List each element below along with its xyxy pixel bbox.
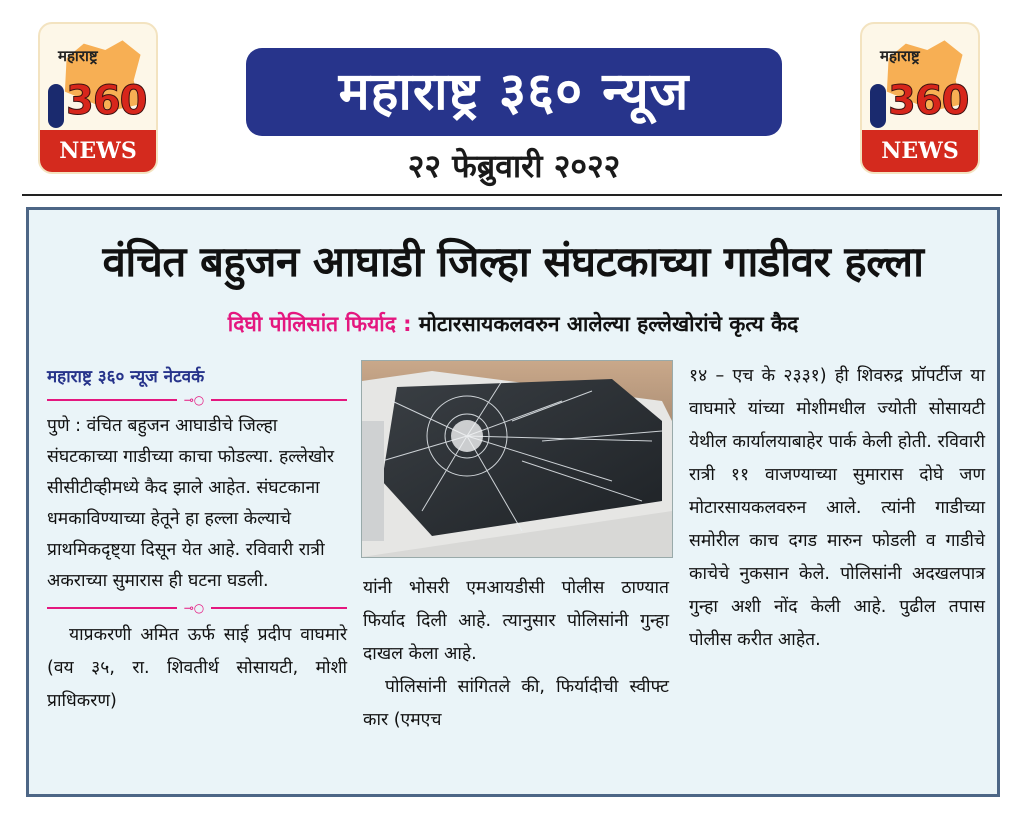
article-body-1: याप्रकरणी अमित ऊर्फ साई प्रदीप वाघमारे (वय ३५, रा. शिवतीर्थ सोसायटी, मोशी प्राधिकरण) (47, 625, 347, 711)
logo-text: महाराष्ट्र (880, 47, 920, 65)
logo-right (860, 22, 980, 174)
masthead-title: महाराष्ट्र ३६० न्यूज (246, 48, 782, 136)
masthead-rule (22, 194, 1002, 196)
logo-left (38, 22, 158, 174)
broken-windshield-image (362, 361, 672, 557)
logo-number: 360 (66, 78, 147, 124)
microphone-icon (870, 84, 886, 128)
byline: महाराष्ट्र ३६० न्यूज नेटवर्क (47, 367, 205, 387)
issue-date: २२ फेब्रुवारी २०२२ (407, 147, 621, 185)
article-box (26, 207, 1000, 797)
logo-text: महाराष्ट्र (58, 47, 98, 65)
subhead-text: मोटारसायकलवरुन आलेल्या हल्लेखोरांचे कृत्य कैद (411, 312, 799, 336)
logo-news: NEWS (862, 130, 978, 172)
article-body-4: १४ – एच के २३३१) ही शिवरुद्र प्रॉपर्टीज या वाघमारे यांच्या मोशीमधील ज्योती सोसायटी येथील कार्यालयाबाहेर पार्क केली होती. रविवारी रात्री ११ वाजण्याच्या सुमारास दोघे जण मोटारसायकलवरुन आले. त्यांनी गाडीच्या समोरील काच दगड मारुन फोडली व गाडीचे काचेचे नुकसान केले. पोलिसांनी अदखलपात्र गुन्हा अशी नोंद केली आहे. पुढील तपास पोलीस करीत आहेत. (689, 366, 985, 650)
divider (47, 393, 347, 407)
article-headline: वंचित बहुजन आघाडी जिल्हा संघटकाच्या गाडीवर हल्ला (102, 237, 924, 286)
article-column-3 (689, 360, 985, 657)
article-photo (361, 360, 673, 558)
divider (47, 601, 347, 615)
divider-ornament-icon: ⊸○ (177, 601, 211, 615)
divider-ornament-icon: ⊸○ (177, 393, 211, 407)
subhead-prefix: दिघी पोलिसांत फिर्याद : (227, 312, 412, 336)
article-body-2: यांनी भोसरी एमआयडीसी पोलीस ठाण्यात फिर्याद दिली आहे. त्यानुसार पोलिसांनी गुन्हा दाखल केला आहे. (363, 578, 669, 664)
article-intro: पुणे : वंचित बहुजन आघाडीचे जिल्हा संघटकाच्या गाडीच्या काचा फोडल्या. हल्लेखोर सीसीटीव्हीमध्ये कैद झाले आहेत. संघटकाना धमकाविण्याच्या हेतूने हा हल्ला केल्याचे प्राथमिकदृष्ट्या दिसून येत आहे. रविवारी रात्री अकराच्या सुमारास ही घटना घडली. (47, 416, 335, 591)
article-column-1 (47, 365, 347, 718)
logo-news: NEWS (40, 130, 156, 172)
microphone-icon (48, 84, 64, 128)
article-body-3: पोलिसांनी सांगितले की, फिर्यादीची स्वीफ्ट कार (एमएच (363, 677, 669, 730)
article-column-2 (363, 572, 669, 737)
logo-number: 360 (888, 78, 969, 124)
article-subhead (29, 310, 997, 338)
